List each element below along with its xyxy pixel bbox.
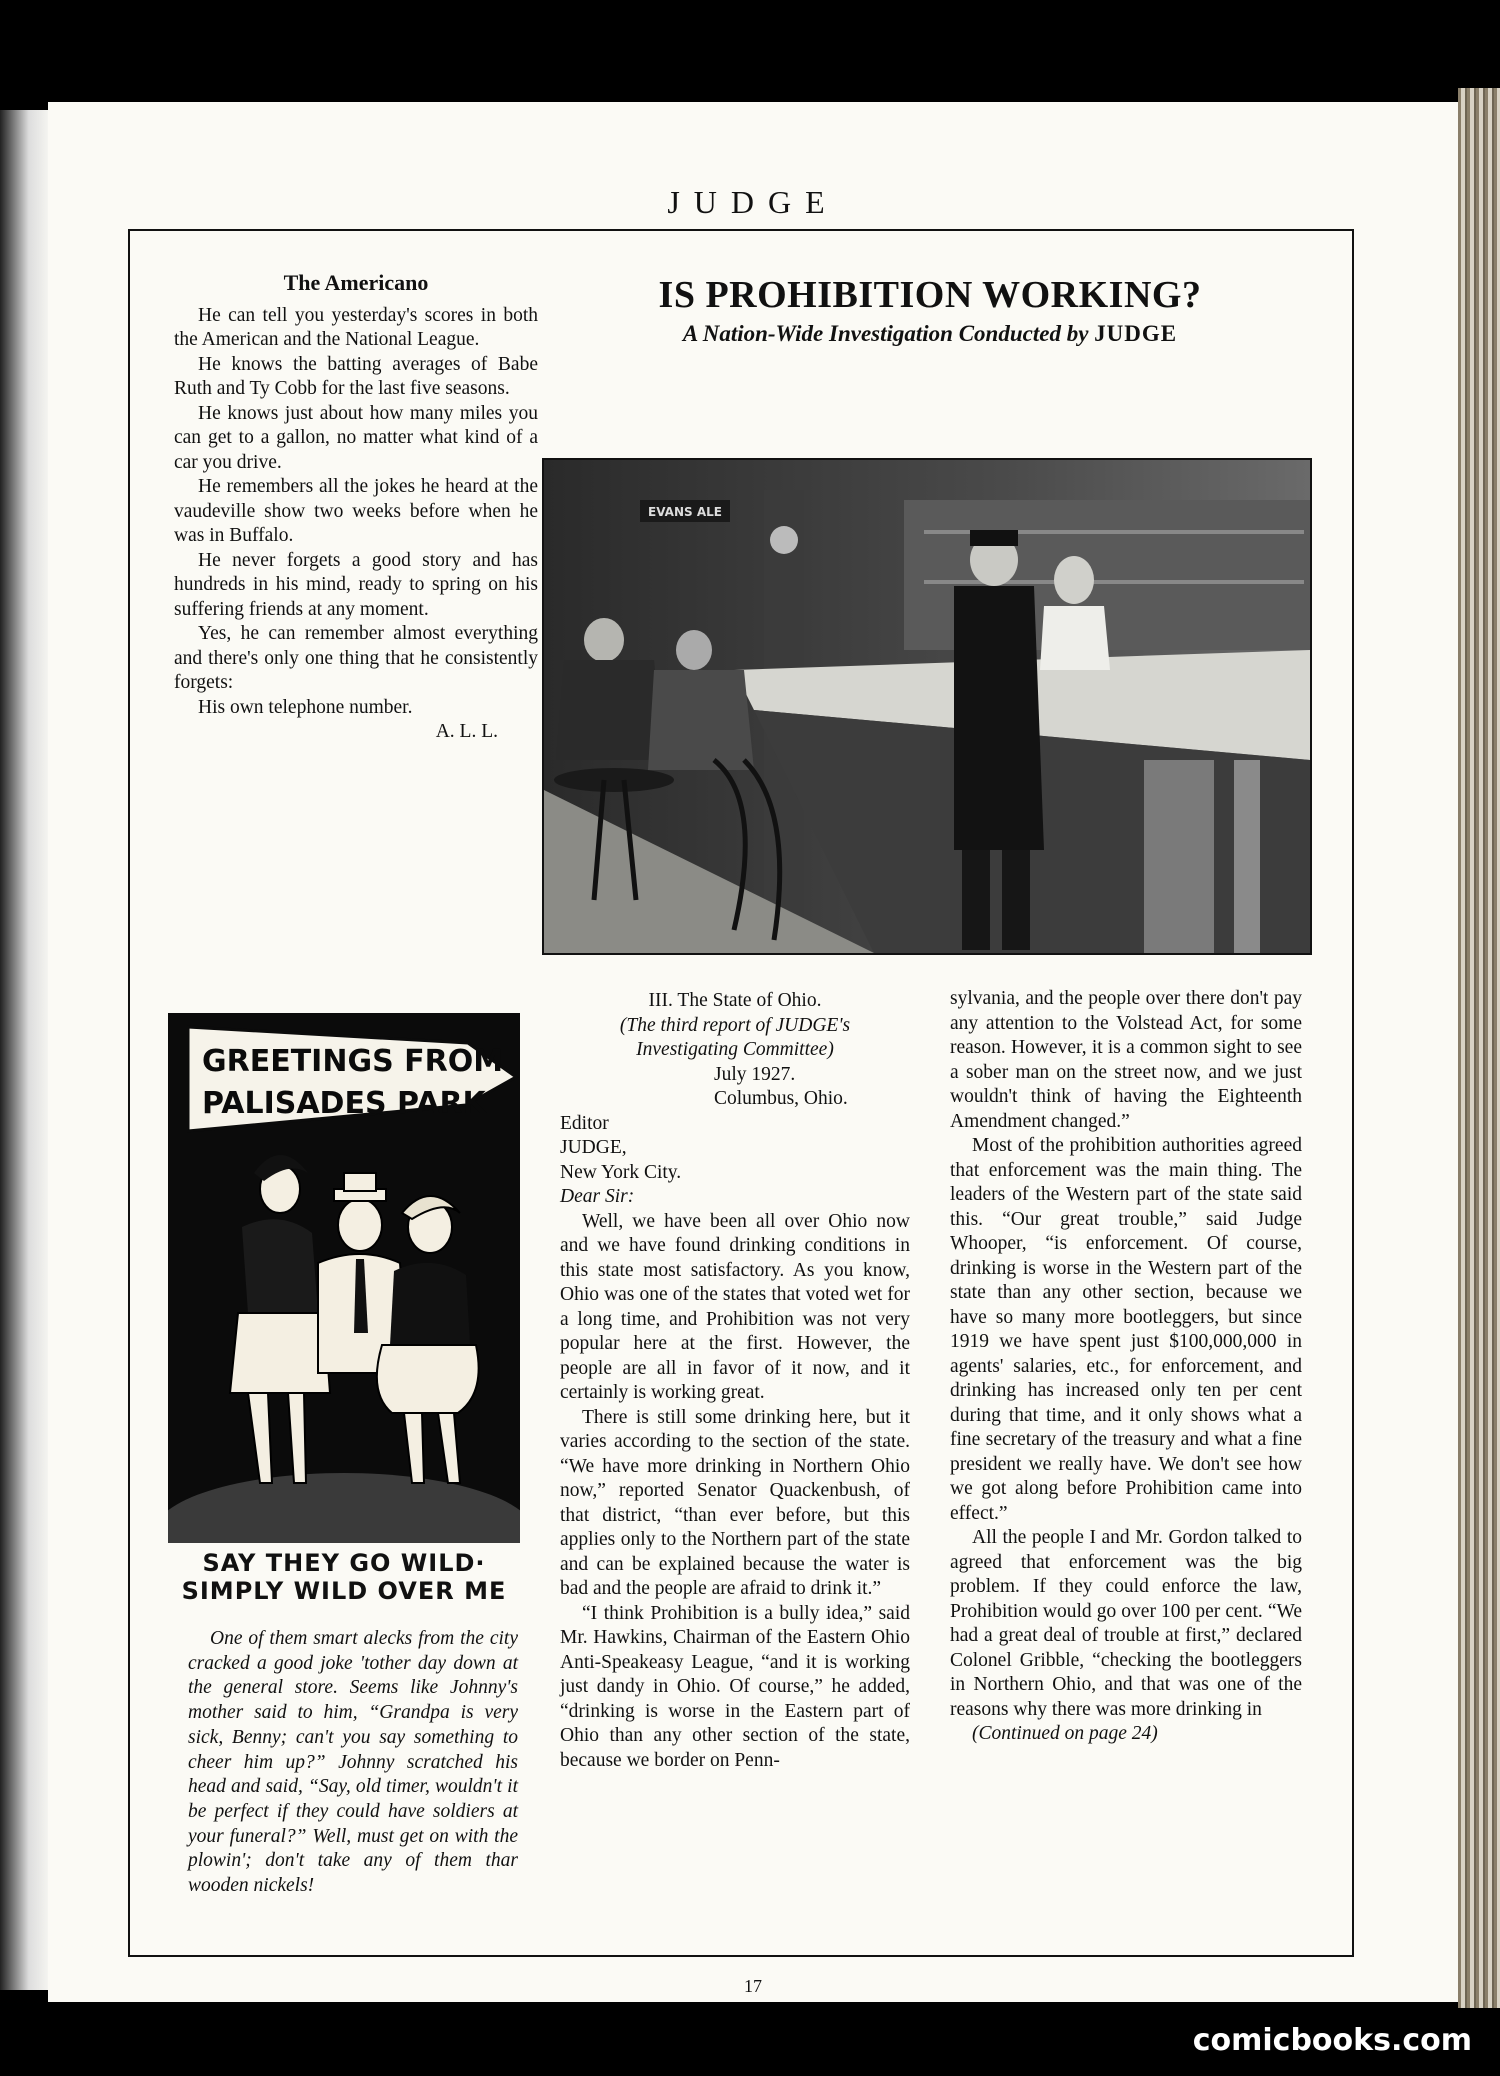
- anecdote-text: One of them smart alecks from the city cracked a good joke 'tother day down at the general store. Seems like Johnny's mother said to him, “Grandpa is very sick, Benny; can't you say something to cheer him up?” Johnny scratched his head and said, “Say, old timer, wouldn't it be perfect if they could have soldiers at your funeral?” Well, must get on with the plowin'; don't take any of them thar wooden nickels!: [188, 1628, 518, 1897]
- article-paragraph: All the people I and Mr. Gordon talked to agreed that enforcement was the big problem. If they could enforce the law, Prohibition would go over 100 per cent. “We had a great deal of trouble at first,” declared Colonel Gribble, “checking the bootleggers in Northern Ohio, and that was one of the reasons why there was more drinking in: [950, 1527, 1302, 1720]
- headline-brand: JUDGE: [1094, 321, 1178, 346]
- headline-subtitle: [550, 321, 1310, 347]
- article-column-1: [560, 989, 910, 1773]
- page-edges: [1458, 88, 1500, 2008]
- report-note-line-1: (The third report of JUDGE's: [619, 1014, 851, 1036]
- poem-stanza: He remembers all the jokes he heard at the vaudeville show two weeks before when he was in Buffalo.: [174, 476, 538, 546]
- headline-title: IS PROHIBITION WORKING?: [658, 274, 1202, 316]
- salutation: Dear Sir:: [560, 1186, 635, 1207]
- poem-stanza: Yes, he can remember almost everything and there's only one thing that he consistently forgets:: [174, 623, 538, 693]
- article-paragraph: Most of the prohibition authorities agreed that enforcement was the main thing. The leaders of the Western part of the state said this. “Our great trouble,” said Judge Whooper, “is enforcement. Of course, drinking is worse in the Western part of the state than any other section, because we have so many more bootleggers, but since 1919 we have spent just $100,000,000 in agents' salaries, etc., for enforcement, and drinking has increased only ten per cent during that time, and it only shows what a fine secretary of the treasury and what a fine president we really have. We don't see how we got along before Prohibition came into effect.”: [950, 1135, 1302, 1524]
- ad-caption: [168, 1549, 520, 1605]
- poem-stanza: He can tell you yesterday's scores in both the American and the National League.: [174, 304, 538, 350]
- article-section-title: III. The State of Ohio.: [648, 990, 822, 1011]
- banner-line-1: GREETINGS FROM: [202, 1044, 504, 1079]
- cartoon-drawing: [168, 1013, 520, 1543]
- photo-sign: EVANS ALE: [648, 505, 722, 519]
- continued-note: (Continued on page 24): [972, 1723, 1158, 1744]
- ad-caption-line-1: SAY THEY GO WILD·: [202, 1549, 486, 1577]
- headline-subtitle-text: A Nation-Wide Investigation Conducted by: [682, 321, 1089, 346]
- poem-stanza: His own telephone number.: [198, 696, 413, 718]
- poem-stanza: He knows the batting averages of Babe Ruth and Ty Cobb for the last five seasons.: [174, 353, 538, 399]
- book-spine-shadow: [0, 110, 48, 1990]
- anecdote: [188, 1627, 518, 1899]
- article-paragraph: “I think Prohibition is a bully idea,” said Mr. Hawkins, Chairman of the Eastern Ohio Anti-Speakeasy League, “and it is working just dandy in Ohio. Of course,” he added, “drinking is worse in the Eastern part of Ohio than any other section of the state, because we border on Penn-: [560, 1602, 910, 1771]
- poem-signature: A. L. L.: [435, 721, 498, 742]
- banner-line-2: PALISADES PARK: [202, 1086, 486, 1121]
- magazine-page: [48, 102, 1458, 2002]
- site-watermark: comicbooks.com: [1192, 2023, 1472, 2058]
- poem-title: The Americano: [283, 270, 429, 295]
- article-paragraph: Well, we have been all over Ohio now and we have found drinking conditions in this state most satisfactory. As you know, Ohio was one of the states that voted wet for a long time, and Prohibition was not very popular here at the first. However, the people are all in favor of it now, and it certainly is working great.: [560, 1210, 910, 1403]
- letter-date: July 1927.: [714, 1063, 796, 1085]
- poem-stanza: He never forgets a good story and has hundreds in his mind, ready to spring on his suffering friends at any moment.: [174, 549, 538, 620]
- poem: [174, 271, 538, 745]
- poem-stanza: He knows just about how many miles you can get to a gallon, no matter what kind of a car you drive.: [174, 402, 538, 473]
- saloon-photograph: [542, 458, 1312, 955]
- article-headline: [550, 273, 1310, 347]
- content-frame: [128, 229, 1354, 1957]
- letter-place: Columbus, Ohio.: [714, 1088, 848, 1109]
- article-column-2: [950, 987, 1302, 1747]
- article-paragraph: There is still some drinking here, but it varies according to the section of the state. “We have more drinking in Northern Ohio now,” reported Senator Quackenbush, of that district, “than ever before, but this applies only to the Northern part of the state and can be explained because the water is bad and the people are afraid to drink it.”: [560, 1406, 910, 1599]
- palisades-illustration: [168, 1013, 520, 1543]
- saloon-photo-drawing: [544, 460, 1310, 953]
- addressee-line-1: Editor: [560, 1112, 609, 1134]
- page-number: 17: [744, 1976, 762, 1996]
- addressee-line-2: JUDGE,: [560, 1137, 627, 1158]
- masthead: JUDGE: [667, 184, 839, 220]
- addressee-line-3: New York City.: [560, 1161, 682, 1183]
- report-note-line-2: Investigating Committee): [636, 1039, 834, 1060]
- article-paragraph: sylvania, and the people over there don't pay any attention to the Volstead Act, for some reason. However, it is a common sight to see a sober man on the street now, and we just wouldn't think of having the Eighteenth Amendment changed.”: [950, 988, 1302, 1132]
- ad-caption-line-2: SIMPLY WILD OVER ME: [181, 1577, 507, 1605]
